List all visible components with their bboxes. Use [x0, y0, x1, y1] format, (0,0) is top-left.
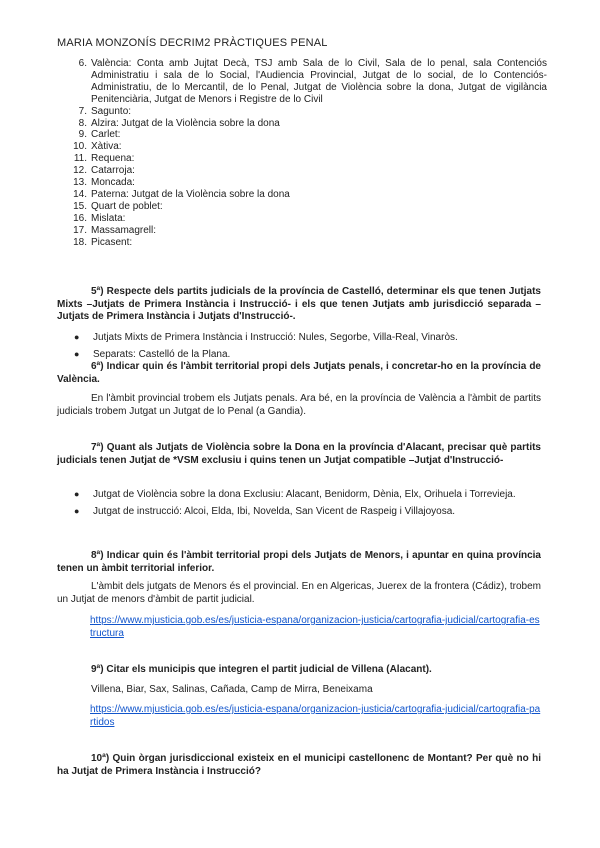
- question-5: 5ª) Respecte dels partits judicials de la província de Castelló, determinar els que tenen Jutjats Mixts –Jutjats de Primera Instància i Instrucció- i els que tenen Jutjats amb jurisdicció separada –Jutjats de Primera Instància i Jutjats d'Instrucció-.: [57, 286, 541, 322]
- question-5-bullets: [57, 331, 541, 365]
- bullet-icon: ●: [74, 332, 80, 342]
- list-item: 10. Xàtiva:: [73, 141, 122, 153]
- bullet-item: ● Jutjats Mixts de Primera Instància i Instrucció: Nules, Segorbe, Villa-Real, Vinaròs.: [74, 332, 458, 343]
- question-7-bullets: [57, 488, 541, 522]
- list-item: 11. Requena:: [73, 153, 135, 165]
- answer-9: Villena, Biar, Sax, Salinas, Cañada, Camp de Mirra, Beneixama: [91, 684, 373, 695]
- list-item: 17. Massamagrell:: [73, 224, 157, 236]
- answer-6: En l'àmbit provincial trobem els Jutjats penals. Ara bé, en la província de València a l'àmbit de partits judicials trobem Jutgat un Jutgat de lo Penal (a Gandia).: [57, 393, 541, 417]
- list-item: 6. València: Conta amb Jujtat Decà, TSJ amb Sala de lo Civil, Sala de lo penal, sala Contenciós Administratiu i sala de lo Social, l'Audiencia Provincial, Jutgat de lo social, de lo Contenciós-Administratiu, de lo Mercantil, de lo Penal, Jutgat de Violència sobre la dona, Jutgat de vigilància Penitenciària, Jutgat de Menors i Registre de lo Civil: [78, 58, 547, 105]
- list-item: 15. Quart de poblet:: [73, 200, 163, 212]
- answer-8: L'àmbit dels jutgats de Menors és el provincial. En en Algericas, Juerex de la frontera (Cádiz), trobem un Jutjat de menors d'àmbit de partit judicial.: [57, 581, 541, 605]
- question-7: 7ª) Quant als Jutjats de Violència sobre la Dona en la província d'Alacant, precisar què partits judicials tenen Jutjat de *VSM exclusiu i quins tenen un Jutjat compatible –Jutjat d'Instrucció-: [57, 442, 541, 466]
- list-item: 16. Mislata:: [73, 212, 126, 224]
- bullet-icon: ●: [74, 506, 80, 516]
- bullet-icon: ●: [74, 489, 80, 499]
- bullet-item: ● Jutgat de Violència sobre la dona Exclusiu: Alacant, Benidorm, Dènia, Elx, Orihuela i Torrevieja.: [74, 489, 516, 500]
- bullet-item: ● Jutgat de instrucció: Alcoi, Elda, Ibi, Novelda, San Vicent de Raspeig i Villajoyosa.: [74, 506, 456, 517]
- list-item: 14. Paterna: Jutgat de la Violència sobre la dona: [73, 188, 290, 200]
- cartografia-estructura-link[interactable]: https://www.mjusticia.gob.es/es/justicia-espana/organizacion-justicia/cartografia-judicial/cartografia-estructura: [90, 615, 540, 639]
- list-item: 18. Picasent:: [73, 236, 133, 248]
- bullet-icon: ●: [74, 349, 80, 359]
- question-8: 8ª) Indicar quin és l'àmbit territorial propi dels Jutjats de Menors, i apuntar en quina província tenen un àmbit territorial inferior.: [57, 550, 541, 574]
- bullet-item: ● Separats: Castelló de la Plana.: [74, 349, 231, 360]
- cartografia-partidos-link[interactable]: https://www.mjusticia.gob.es/es/justicia-espana/organizacion-justicia/cartografia-judicial/cartografia-partidos: [90, 704, 541, 728]
- list-item: 8. Alzira: Jutgat de la Violència sobre la dona: [78, 117, 280, 129]
- court-list: [73, 58, 547, 249]
- question-6: 6ª) Indicar quin és l'àmbit territorial propi dels Jutjats penals, i concretar-ho en la província de València.: [57, 361, 541, 385]
- list-item: 9. Carlet:: [78, 129, 121, 141]
- list-item: 7. Sagunto:: [78, 105, 132, 117]
- list-item: 12. Catarroja:: [73, 165, 135, 177]
- question-9: 9ª) Citar els municipis que integren el partit judicial de Villena (Alacant).: [91, 664, 432, 675]
- document-header: MARIA MONZONÍS DECRIM2 PRÀCTIQUES PENAL: [57, 37, 328, 49]
- list-item: 13. Moncada:: [73, 177, 135, 189]
- question-10: 10ª) Quin òrgan jurisdiccional existeix en el municipi castellonenc de Montant? Per què no hi ha Jutjat de Primera Instància i Instrucció?: [57, 753, 541, 777]
